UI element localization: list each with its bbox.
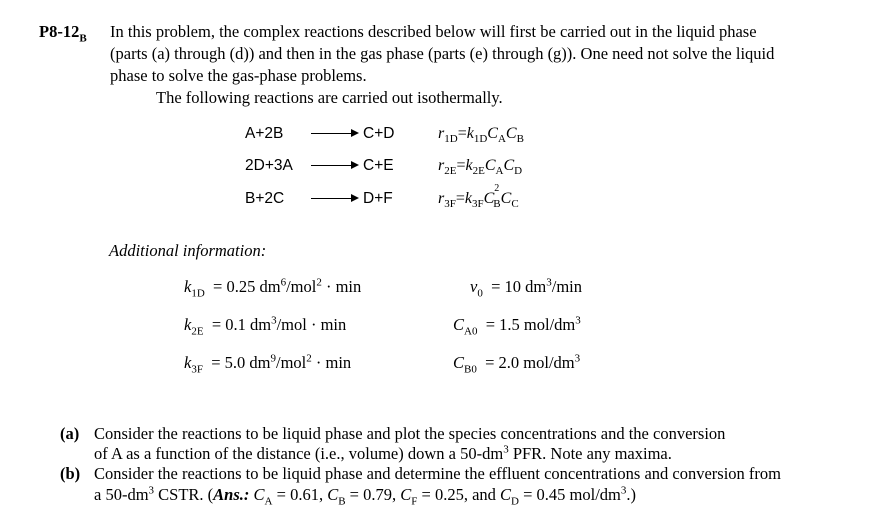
- reaction-arrow-icon: [311, 198, 357, 199]
- info-v0: $v_0 = 10$ $dm^3/\min$: [470, 276, 582, 300]
- reaction-rhs: C+D: [363, 125, 395, 142]
- reaction-rhs: D+F: [363, 190, 393, 207]
- problem-header: [39, 22, 87, 45]
- intro-line-2: (parts (a) through (d)) and then in the gas phase (parts (e) through (g)). One need not solve the liquid: [110, 44, 775, 63]
- reaction-lhs: 2D+3A: [245, 157, 293, 174]
- part-b-text: a 50-dm: [94, 485, 149, 504]
- part-a-text: of A as a function of the distance (i.e., volume) down a 50-dm: [94, 444, 504, 463]
- rate-r-sub: 2E: [444, 165, 457, 178]
- info-sub: 1D: [191, 287, 205, 300]
- info-cb0: $C_{B0} = 2.0$ mol/$dm^3$: [453, 352, 581, 376]
- info-ca0: $C_{A0} = 1.5$ mol/$dm^3$: [453, 314, 581, 338]
- part-b-label: (b): [60, 464, 81, 483]
- info-sym: C: [453, 353, 465, 372]
- answer-sub: D: [511, 495, 519, 508]
- info-k1d: $k_{1D} = 0.25$ $dm^6/mol^2 \cdot \min$: [184, 276, 362, 300]
- answer-sub: B: [338, 495, 346, 508]
- rate-r-sub: 1D: [444, 133, 458, 146]
- answer-value: 0.79: [363, 485, 392, 504]
- info-value: 2.0 mol/dm: [498, 353, 575, 372]
- info-mid: /mol: [275, 353, 307, 372]
- rate-r-sub: 3F: [444, 198, 456, 211]
- answer-end: .): [626, 485, 637, 504]
- info-sub: B0: [464, 363, 477, 376]
- info-value: 0.25 dm: [226, 277, 281, 296]
- answer-value: 0.25: [434, 485, 464, 504]
- info-k2e: $k_{2E} = 0.1$ $dm^3$/mol · min: [184, 314, 347, 338]
- reaction-rhs: C+E: [363, 157, 394, 174]
- reaction-lhs: B+2C: [245, 190, 285, 207]
- answer-sub: A: [264, 495, 273, 508]
- info-exp: 2: [316, 276, 322, 289]
- info-sym: k: [184, 353, 192, 372]
- info-sym: k: [184, 277, 192, 296]
- intro-line-1: In this problem, the complex reactions described below will first be carried out in the liquid phase: [110, 22, 757, 41]
- reaction-2: [245, 157, 394, 175]
- info-sym: k: [184, 315, 192, 334]
- info-sym: C: [453, 315, 465, 334]
- part-a-text: PFR. Note any maxima.: [508, 444, 672, 463]
- rate-k-sub: 1D: [473, 133, 488, 146]
- reaction-arrow-icon: [311, 133, 357, 134]
- problem-id: P8-12: [39, 22, 80, 41]
- answer-value: 0.45 mol/dm: [536, 485, 621, 504]
- info-value: 10 dm: [504, 277, 547, 296]
- rate-law-3: $r_{3F}=k_{3F}C^2_BC_C$: [438, 182, 519, 211]
- info-value: 5.0 dm: [224, 353, 271, 372]
- info-exp: 3: [271, 314, 277, 327]
- rate-law-1: $r_{1D}=k_{1D}C_AC_B$: [438, 125, 524, 146]
- reaction-3: [245, 190, 393, 208]
- info-mid: /mol · min: [276, 315, 347, 334]
- reaction-lhs: A+2B: [245, 125, 284, 142]
- info-exp: 2: [306, 352, 312, 365]
- info-sub: 0: [477, 287, 483, 300]
- part-a-line-1: Consider the reactions to be liquid phase and plot the species concentrations and the conversion: [94, 424, 726, 443]
- info-mid: /mol: [286, 277, 317, 296]
- info-value: 1.5 mol/dm: [499, 315, 576, 334]
- answer-value: 0.61: [290, 485, 319, 504]
- part-b-line-1: Consider the reactions to be liquid phase and determine the effluent concentrations and conversion from: [94, 464, 781, 483]
- rate-r: r: [438, 157, 445, 174]
- info-sub: 2E: [191, 325, 204, 338]
- rate-r: r: [438, 190, 445, 207]
- part-b-text: CSTR. (: [154, 485, 214, 504]
- info-exp: 3: [574, 352, 581, 365]
- part-b-line-2: a $50-dm^3$ CSTR. (Ans.: $C_A = 0.61$, $C_B = 0.79$, $C_F = 0.25$, and $C_D = 0.45$ mol/$dm^3$.): [94, 484, 637, 508]
- part-a-line-2: [94, 444, 672, 464]
- info-exp: 9: [270, 352, 276, 365]
- reaction-1: [245, 125, 394, 143]
- rate-r: r: [438, 125, 445, 142]
- answer-sub: F: [411, 495, 418, 508]
- rate-k-sub: 2E: [472, 165, 485, 178]
- info-exp: 6: [280, 276, 287, 289]
- part-a-exp: 3: [503, 443, 509, 456]
- reaction-arrow-icon: [311, 165, 357, 166]
- isothermal-line: The following reactions are carried out isothermally.: [156, 88, 503, 107]
- info-exp: 3: [575, 314, 581, 327]
- info-sub: 3F: [191, 363, 203, 376]
- info-sub: A0: [464, 325, 478, 338]
- info-value: 0.1 dm: [225, 315, 272, 334]
- info-tail: · min: [321, 277, 362, 296]
- answer-exp: 3: [620, 484, 627, 497]
- answer-label: Ans.:: [213, 485, 250, 504]
- info-tail: · min: [311, 353, 352, 372]
- part-a-label: (a): [60, 424, 80, 443]
- info-exp: 3: [546, 276, 552, 289]
- info-tail: /min: [551, 277, 582, 296]
- rate-k-sub: 3F: [472, 198, 484, 211]
- info-sym: v: [470, 277, 478, 296]
- intro-line-3: phase to solve the gas-phase problems.: [110, 66, 367, 85]
- part-b-exp: 3: [148, 484, 155, 497]
- additional-heading: Additional information:: [109, 241, 267, 260]
- info-k3f: $k_{3F} = 5.0$ $dm^9/mol^2 \cdot \min$: [184, 352, 352, 376]
- problem-id-sub: B: [79, 32, 87, 45]
- rate-law-2: $r_{2E}=k_{2E}C_AC_D$: [438, 157, 523, 178]
